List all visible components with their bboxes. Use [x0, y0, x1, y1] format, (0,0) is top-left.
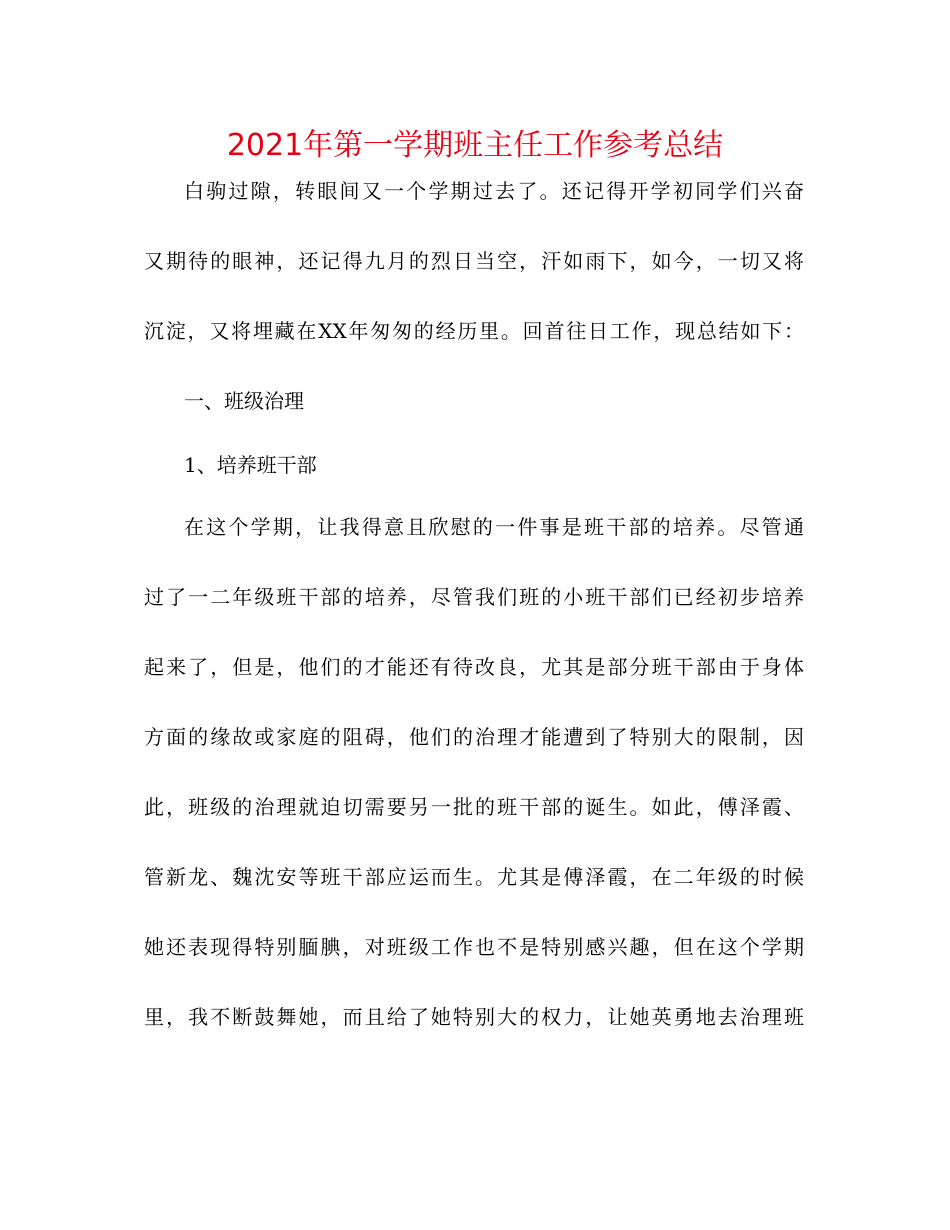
- document-title: 2021年第一学期班主任工作参考总结: [226, 128, 724, 163]
- paragraph-line: 此，班级的治理就迫切需要另一批的班干部的诞生。如此，傅泽霞、: [144, 795, 804, 819]
- paragraph-line: 里，我不断鼓舞她，而且给了她特别大的权力，让她英勇地去治理班: [144, 1005, 804, 1029]
- paragraph-line: 起来了，但是，他们的才能还有待改良，尤其是部分班干部由于身体: [144, 655, 804, 679]
- paragraph-line: 白驹过隙，转眼间又一个学期过去了。还记得开学初同学们兴奋: [184, 179, 804, 203]
- section-heading: 一、班级治理: [184, 389, 304, 413]
- paragraph-line: 她还表现得特别腼腆，对班级工作也不是特别感兴趣，但在这个学期: [144, 935, 804, 959]
- subsection-heading: 1、培养班干部: [184, 453, 317, 477]
- paragraph-line: 又期待的眼神，还记得九月的烈日当空，汗如雨下，如今，一切又将: [144, 249, 804, 273]
- paragraph-line: 过了一二年级班干部的培养，尽管我们班的小班干部们已经初步培养: [144, 585, 804, 609]
- paragraph-line: 方面的缘故或家庭的阻碍，他们的治理才能遭到了特别大的限制，因: [144, 725, 804, 749]
- paragraph-line: 在这个学期，让我得意且欣慰的一件事是班干部的培养。尽管通: [184, 515, 804, 539]
- paragraph-line: 沉淀，又将埋藏在XX年匆匆的经历里。回首往日工作，现总结如下：: [144, 319, 804, 343]
- paragraph-line: 管新龙、魏沈安等班干部应运而生。尤其是傅泽霞，在二年级的时候: [144, 865, 804, 889]
